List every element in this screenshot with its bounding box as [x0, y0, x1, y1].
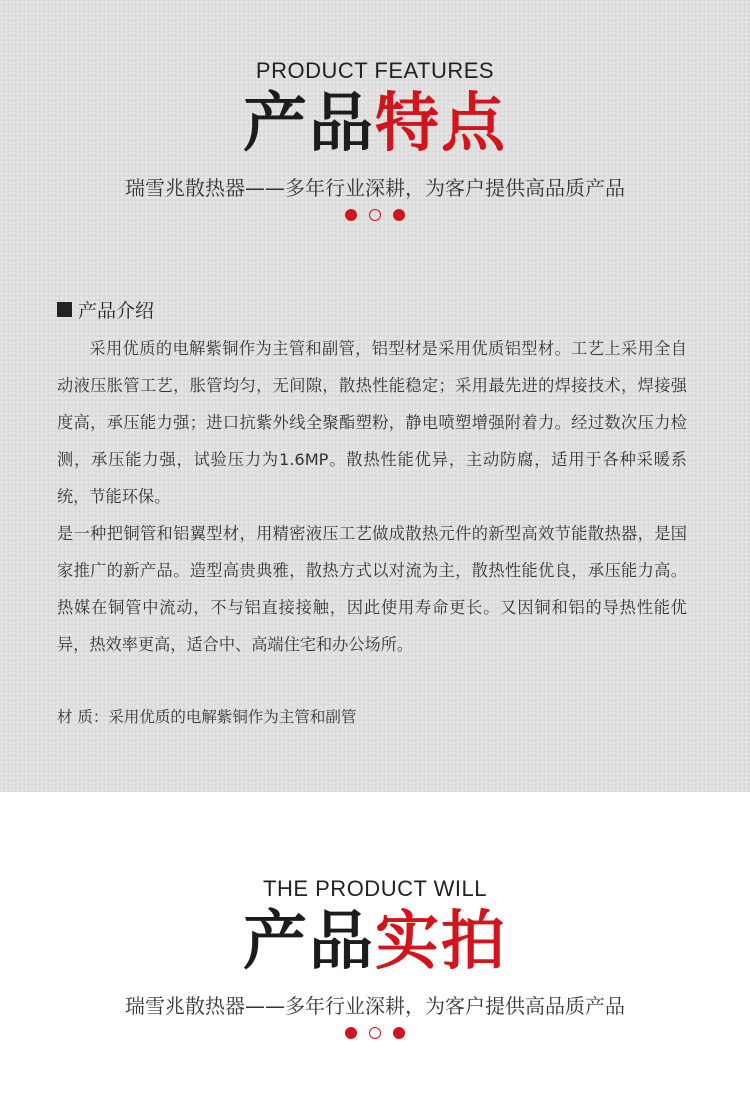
features-title-red-part: 特点	[375, 87, 507, 161]
intro-paragraph-2: 是一种把铜管和铝翼型材，用精密液压工艺做成散热元件的新型高效节能散热器，是国家推广的新产品。造型高贵典雅，散热方式以对流为主，散热性能优良，承压能力高。热媒在铜管中流动，不与铝直接接触，因此使用寿命更长。又因铜和铝的导热性能优异，热效率更高，适合中、高端住宅和办公场所。	[57, 524, 687, 654]
features-english-title: PRODUCT FEATURES	[255, 58, 495, 83]
dot-filled-icon	[393, 209, 405, 221]
dot-filled-icon	[393, 1027, 405, 1039]
photos-english-title: THE PRODUCT WILL	[263, 876, 487, 901]
dot-ring-icon	[369, 209, 381, 221]
dot-filled-icon	[345, 1027, 357, 1039]
features-dot-divider	[0, 209, 750, 223]
intro-body	[57, 330, 687, 663]
material-line: 材 质：采用优质的电解紫铜作为主管和副管	[57, 708, 357, 726]
dot-ring-icon	[369, 1027, 381, 1039]
product-photos-section	[0, 792, 750, 1112]
features-chinese-title	[0, 88, 750, 160]
dot-filled-icon	[345, 209, 357, 221]
square-bullet-icon	[57, 302, 72, 317]
intro-heading-label: 产品介绍	[78, 300, 155, 322]
photos-chinese-title	[0, 906, 750, 978]
photos-title-dark-part: 产品	[243, 905, 375, 979]
intro-paragraph-1: 采用优质的电解紫铜作为主管和副管，铝型材是采用优质铝型材。工艺上采用全自动液压胀管工艺，胀管均匀，无间隙，散热性能稳定；采用最先进的焊接技术，焊接强度高，承压能力强；进口抗紫外线全聚酯塑粉，静电喷塑增强附着力。经过数次压力检测，承压能力强，试验压力为1.6MP。散热性能优异，主动防腐，适用于各种采暖系统，节能环保。	[57, 339, 687, 506]
features-subtitle: 瑞雪兆散热器——多年行业深耕，为客户提供高品质产品	[125, 176, 625, 200]
photos-title-red-part: 实拍	[375, 905, 507, 979]
photos-subtitle: 瑞雪兆散热器——多年行业深耕，为客户提供高品质产品	[125, 994, 625, 1018]
intro-heading	[57, 296, 154, 323]
features-title-dark-part: 产品	[243, 87, 375, 161]
photos-dot-divider	[0, 1027, 750, 1041]
